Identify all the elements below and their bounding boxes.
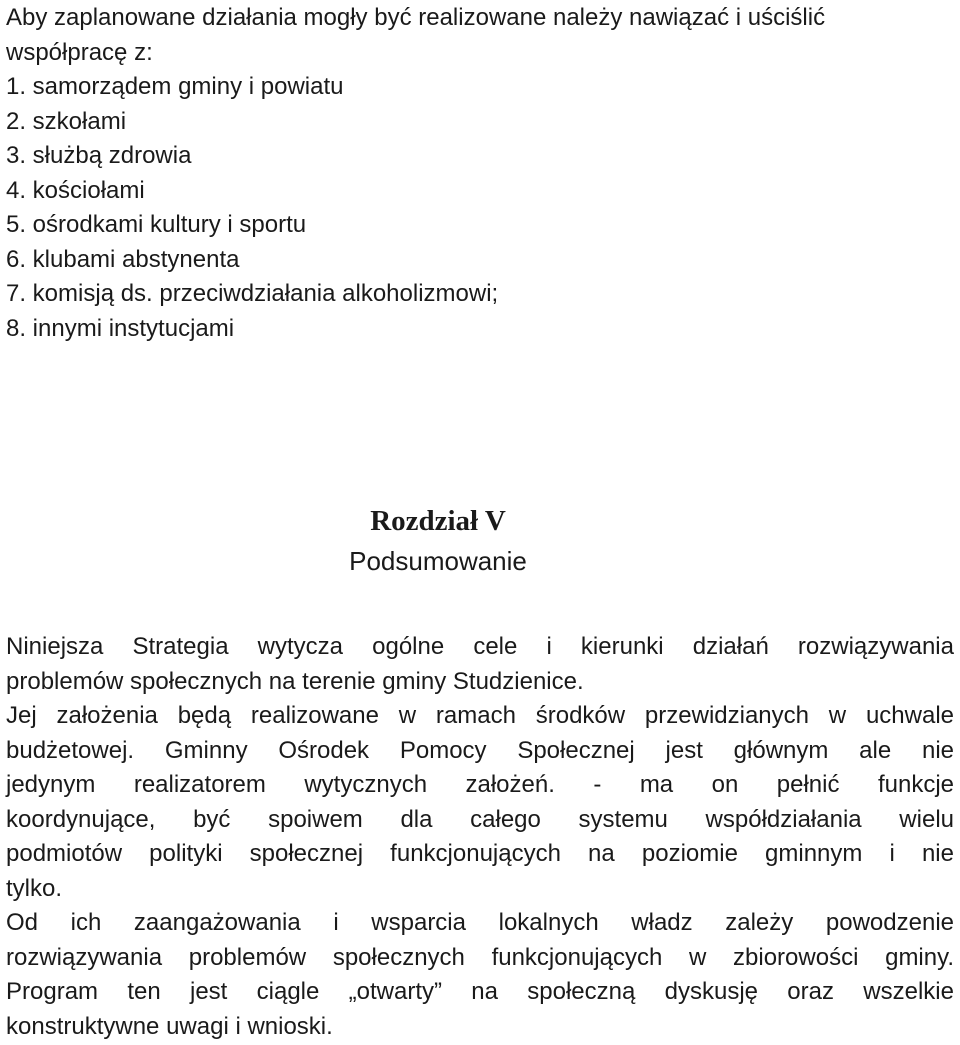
body-line: rozwiązywania problemów społecznych funkcjonujących w zbiorowości gminy.: [6, 944, 954, 971]
body-line: problemów społecznych na terenie gminy Studzienice.: [6, 668, 584, 695]
body-line: tylko.: [6, 875, 63, 902]
list-item: 1. samorządem gminy i powiatu: [6, 73, 344, 100]
body-line: Jej założenia będą realizowane w ramach środków przewidzianych w uchwale: [6, 702, 954, 729]
list-item: 3. służbą zdrowia: [6, 142, 192, 169]
intro-line-2: współpracę z:: [6, 39, 153, 66]
list-item: 6. klubami abstynenta: [6, 246, 240, 273]
body-line: budżetowej. Gminny Ośrodek Pomocy Społecznej jest głównym ale nie: [6, 737, 954, 764]
list-item: 8. innymi instytucjami: [6, 315, 235, 342]
list-item: 7. komisją ds. przeciwdziałania alkoholizmowi;: [6, 280, 499, 307]
list-item: 2. szkołami: [6, 108, 127, 135]
body-line: koordynujące, być spoiwem dla całego systemu współdziałania wielu: [6, 806, 954, 833]
chapter-title: Rozdział V: [370, 505, 506, 537]
body-line: podmiotów polityki społecznej funkcjonujących na poziomie gminnym i nie: [6, 840, 954, 867]
body-line: konstruktywne uwagi i wnioski.: [6, 1013, 333, 1040]
intro-line-1: Aby zaplanowane działania mogły być realizowane należy nawiązać i uściślić: [6, 4, 826, 31]
list-item: 5. ośrodkami kultury i sportu: [6, 211, 307, 238]
body-line: jedynym realizatorem wytycznych założeń. - ma on pełnić funkcje: [6, 771, 954, 798]
chapter-subtitle: Podsumowanie: [349, 546, 527, 576]
list-item: 4. kościołami: [6, 177, 145, 204]
body-line: Program ten jest ciągle „otwarty” na społeczną dyskusję oraz wszelkie: [6, 978, 954, 1005]
body-line: Niniejsza Strategia wytycza ogólne cele i kierunki działań rozwiązywania: [6, 633, 954, 660]
body-line: Od ich zaangażowania i wsparcia lokalnych władz zależy powodzenie: [6, 909, 954, 936]
